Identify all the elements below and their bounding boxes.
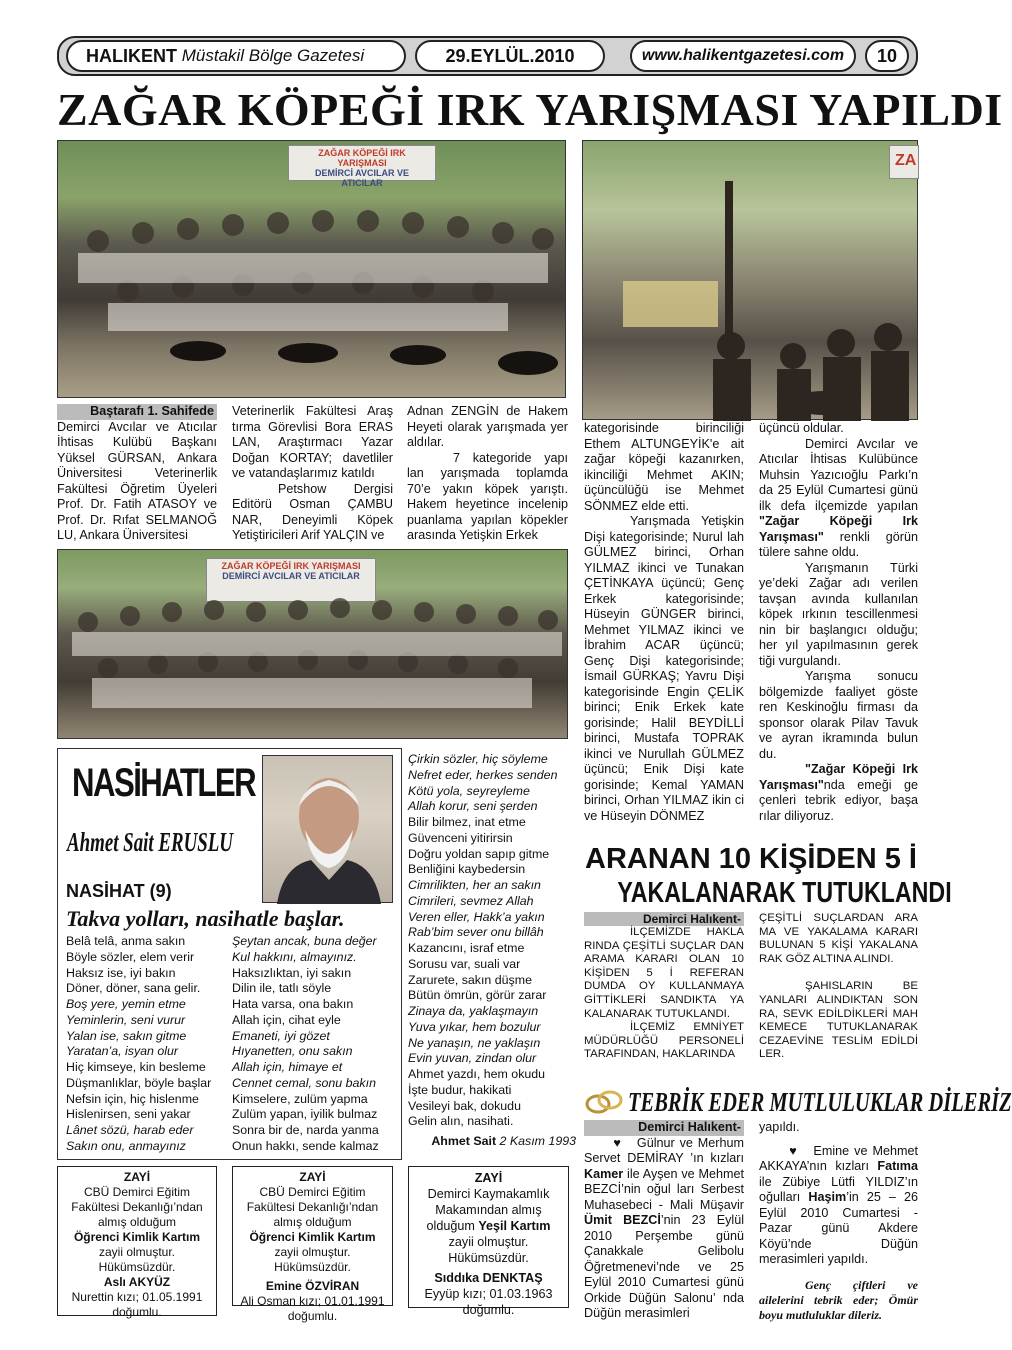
zayi2-line2: zayii olmuştur. Hükümsüzdür. xyxy=(274,1245,351,1274)
nasihat-subtitle: NASİHAT (9) xyxy=(66,881,172,901)
verse-line: Onun hakkı, sende kalmaz xyxy=(232,1138,379,1153)
article-col2-text-a: Veterinerlik Fakültesi Araş tırma Görevlisi Bora ERAS LAN, Araştırmacı Yazar Doğan KORTAY; davetliler ve vatandaşlarımız katıldı xyxy=(232,404,393,480)
article-col5-text-b xyxy=(759,437,918,561)
signature-date: 2 Kasım 1993 xyxy=(499,1134,576,1148)
verse-line: Hiç kimseye, kin besleme xyxy=(66,1060,206,1074)
verse-line: Çirkin sözler, hiç söyleme xyxy=(408,752,548,766)
tebrik-col2-post: ’in 25 – 26 Eylül 2010 Cumartesi - Pazar günü Akdere Köyü’nde Düğün merasimleri yapıldı. xyxy=(759,1190,918,1266)
verse-line: Evin yuvan, zindan olur xyxy=(408,1051,537,1066)
tebrik-col2-text-b xyxy=(759,1144,918,1268)
verse-line: Ahmet yazdı, hem okudu xyxy=(408,1067,546,1081)
aranan-headline-1: ARANAN 10 KİŞİDEN 5 İ xyxy=(585,843,917,875)
nasihat-verse-col-1 xyxy=(66,934,228,1156)
verse-line: Cimrilikten, her an sakın xyxy=(408,878,541,892)
aranan-col2-text-b: ŞAHISLARIN BE YANLARI ALINDIKTAN SON RA, SEVK EDİLDİKLERİ MAH KEMECE TUTUKLANARAK CEZAEVİNE TESLİM EDİLDİ LER. xyxy=(759,980,918,1061)
article-col-2 xyxy=(232,404,393,546)
verse-line: Düşmanlıklar, böyle başlar xyxy=(66,1075,212,1090)
verse-line: Şeytan ancak, buna değer xyxy=(232,934,377,948)
verse-line: Rab’bim sever onu billâh xyxy=(408,925,544,940)
tebrik-col2-mid: ile Zübiye Lütfi YILDIZ’ın oğulları xyxy=(759,1174,918,1204)
zayi2-line1: CBÜ Demirci Eğitim Fakültesi Dekanlığı’ndan almış olduğum xyxy=(246,1185,379,1229)
verse-line: Nefsin için, hiç hislenme xyxy=(66,1091,199,1106)
verse-line: İşte budur, hakikati xyxy=(408,1082,512,1097)
nasihat-verse-col-2 xyxy=(232,934,398,1156)
rings-icon xyxy=(584,1086,624,1118)
tebrik-col2-text-a: yapıldı. xyxy=(759,1120,800,1134)
heart-icon: ♥ xyxy=(584,1135,637,1150)
col5-b-post: renkli görün tülere sahne oldu. xyxy=(759,529,918,559)
zayi1-item: Öğrenci Kimlik Kartım xyxy=(73,1230,201,1244)
tebrik-groom-1: Ümit BEZCİ xyxy=(584,1213,661,1227)
tebrik-col2-pre: Emine ve Mehmet AKKAYA’nın kızları xyxy=(759,1143,918,1173)
zayi3-item: Yeşil Kartım xyxy=(478,1219,551,1233)
photo3-crowd xyxy=(58,550,569,740)
tebrik-col1-pre: Gülnur ve Merhum Servet DEMİRAY ’ın kızları xyxy=(584,1135,744,1165)
verse-line: Sakın onu, anmayınız xyxy=(66,1138,186,1153)
zayi2-name: Emine ÖZVİRAN xyxy=(265,1279,360,1293)
continuation-kicker: Baştarafı 1. Sahifede xyxy=(57,404,217,420)
verse-line: Kul hakkını, almayınız. xyxy=(232,949,357,964)
verse-line: Belâ telâ, anma sakın xyxy=(66,934,186,948)
zayi-notice-2 xyxy=(232,1166,393,1323)
article-col1-text: Demirci Avcılar ve Atıcılar İhtisas Kulübü Başkanı Yüksel GÜRSAN, Ankara Üniversitesi Veterinerlik Fakültesi Öğretim Üyeleri Prof. Dr. Fatih ATASOY ve Prof. Dr. Rıfat SELMANOĞ LU, Ankara Üniversitesi xyxy=(57,419,217,542)
aranan-headline-2: YAKALANARAK TUTUKLANDI xyxy=(617,877,952,909)
verse-line: Kötü yola, seyreyleme xyxy=(408,783,530,798)
verse-line: Hislenirsen, seni yakar xyxy=(66,1107,191,1122)
photo-group-with-dogs xyxy=(57,140,566,398)
verse-line: Allah için, cihat eyle xyxy=(232,1012,341,1027)
nasihat-verse-col-3 xyxy=(408,752,576,1132)
article-col3-text-b: 7 kategoride yapı lan yarışmada toplamda 70’e yakın köpek yarıştı. Hakem heyetince incelenip puanlama yapılan köpekler arasında Yetişkin Erkek xyxy=(407,450,568,542)
verse-line: Cennet cemal, sonu bakın xyxy=(232,1075,376,1090)
zayi-notice-1 xyxy=(57,1166,217,1319)
col5-e-post: nda emeği ge çenleri tebrik ediyor, başa rılar diliyoruz. xyxy=(759,777,918,823)
tebrik-col1-mid: ile Ayşen ve Mehmet BEZCİ’nin oğul ları Serbest Muhasebeci - Mali Müşavir xyxy=(584,1166,744,1212)
main-headline: ZAĞAR KÖPEĞİ IRK YARIŞMASI YAPILDI xyxy=(57,84,1003,135)
verse-line: Allah için, himaye et xyxy=(232,1060,343,1074)
verse-line: Hıyanetten, onu sakın xyxy=(232,1044,353,1059)
verse-line: Doğru yoldan sapıp gitme xyxy=(408,846,550,861)
tebrik-kicker: Demirci Halıkent- xyxy=(584,1120,744,1136)
zayi1-title: ZAYİ xyxy=(123,1170,151,1184)
photo1-banner-sub: DEMİRCİ AVCILAR VE ATICILAR xyxy=(314,168,409,188)
article-col-4 xyxy=(584,421,744,836)
verse-line: Zinaya da, yaklaşmayın xyxy=(408,1004,539,1018)
tebrik-headline: TEBRİK EDER MUTLULUKLAR DİLERİZ xyxy=(628,1087,1012,1117)
zayi2-line3: Ali Osman kızı; 01.01.1991 doğumlu. xyxy=(240,1294,385,1323)
verse-line: Gelin alın, nasihati. xyxy=(408,1114,514,1129)
zayi2-title: ZAYİ xyxy=(299,1170,326,1184)
verse-line: Dilin ile, tatlı söyle xyxy=(232,981,332,996)
aranan-kicker: Demirci Halıkent- xyxy=(584,912,744,926)
verse-line: Yaratan’a, isyan olur xyxy=(66,1044,179,1059)
page-number: 10 xyxy=(865,40,909,72)
signature-name: Ahmet Sait xyxy=(431,1134,497,1148)
aranan-col-1 xyxy=(584,912,744,1074)
verse-line: Zarurete, sakın düşme xyxy=(408,972,532,987)
portrait-figure xyxy=(263,756,394,904)
zayi3-line2: zayii olmuştur. Hükümsüzdür. xyxy=(448,1235,529,1265)
tebrik-col-1 xyxy=(584,1120,744,1332)
article-col4-text-a: kategorisinde birinciliği Ethem ALTUNGEYİK'e ait zağar köpeği kazanırken, ikinciliği Mehmet AKIN; üçüncülüğü ise Mehmet SÖNMEZ elde etti. xyxy=(584,421,744,513)
article-col5-text-e xyxy=(759,762,918,824)
issue-date: 29.EYLÜL.2010 xyxy=(415,40,605,72)
article-col5-text-a: üçüncü oldular. xyxy=(759,421,844,435)
author-portrait xyxy=(262,755,393,903)
aranan-col-2 xyxy=(759,912,918,1074)
verse-line: Hata varsa, ona bakın xyxy=(232,997,354,1011)
verse-line: Benliğini kaybedersin xyxy=(408,862,526,877)
verse-line: Güvenceni yitirirsin xyxy=(408,830,513,845)
col5-b-pre: Demirci Avcılar ve Atıcılar İhtisas Kulübünce Muhsin Yazıcıoğlu Parkı’n da 25 Eylül Cumartesi günü ilk defa ilçemizde yapılan xyxy=(759,436,918,513)
zayi3-line1: Demirci Kaymakamlık Makamından almış olduğum xyxy=(426,1187,550,1233)
aranan-col2-text: ÇEŞİTLİ SUÇLARDAN ARA MA VE YAKALAMA KARARI BULUNAN 5 KİŞİ YAKALANA RAK GÖZ ALTINA ALINDI. xyxy=(759,912,918,965)
verse-line: Sorusu var, suali var xyxy=(408,956,521,971)
nasihat-verse-title: Takva yolları, nasihatle başlar. xyxy=(66,906,345,931)
verse-line: Yuva yıkar, hem bozulur xyxy=(408,1019,541,1034)
zayi2-item: Öğrenci Kimlik Kartım xyxy=(249,1230,376,1244)
verse-line: Haksız ise, iyi bakın xyxy=(66,965,176,980)
nasihat-author: Ahmet Sait ERUSLU xyxy=(67,827,233,857)
tebrik-col1-post: ’nin 23 Eylül 2010 Perşembe günü Çanakkale Gelibolu Öğretmenevi’nde ve 25 Eylül 2010 Cumartesi günü Orkide Düğün Salonu’ nda Düğün merasimleri xyxy=(584,1213,744,1320)
article-col-5 xyxy=(759,421,918,836)
website-link[interactable]: www.halikentgazetesi.com xyxy=(630,40,856,72)
article-col-3 xyxy=(407,404,568,546)
heart-icon-2: ♥ xyxy=(759,1143,814,1158)
photo-group-second xyxy=(57,549,568,739)
verse-line: Zulüm yapan, iyilik bulmaz xyxy=(232,1107,378,1122)
verse-line: Haksızlıktan, iyi sakın xyxy=(232,965,352,980)
verse-line: Yalan ise, sakın gitme xyxy=(66,1028,187,1043)
tebrik-bride-1: Kamer xyxy=(584,1166,624,1181)
tebrik-bride-2: Fatıma xyxy=(877,1159,918,1173)
tebrik-col-2 xyxy=(759,1120,918,1332)
zayi3-line3: Eyyüp kızı; 01.03.1963 doğumlu. xyxy=(424,1287,553,1317)
photo1-banner-title: ZAĞAR KÖPEĞİ IRK YARIŞMASI xyxy=(318,148,406,168)
zayi1-line2: zayii olmuştur. Hükümsüzdür. xyxy=(98,1245,176,1274)
nasihat-signature xyxy=(408,1132,576,1150)
verse-line: Lânet sözü, harab eder xyxy=(66,1123,194,1137)
article-col2-text-b: Petshow Dergisi Editörü Osman ÇAMBU NAR, Deneyimli Köpek Yetiştiricileri Arif YALÇIN ve xyxy=(232,481,393,542)
verse-line: Bilir bilmez, inat etme xyxy=(408,815,526,829)
col5-b-bold: "Zağar Köpeği Irk Yarışması" xyxy=(759,514,918,544)
paper-name xyxy=(66,40,406,72)
photo3-banner-title: ZAĞAR KÖPEĞİ IRK YARIŞMASI xyxy=(221,561,361,571)
zayi1-line3: Nurettin kızı; 01.05.1991 doğumlu. xyxy=(71,1290,203,1319)
paper-title: HALIKENT xyxy=(86,45,177,66)
aranan-col1-text: İLÇEMİZDE HAKLA RINDA ÇEŞİTLİ SUÇLAR DAN ARAMA KARARI OLAN 10 KİŞİDEN 5 İ REFERAN DUMDA OY KULLANMAYA GİTTİKLERİ SANDIKTA YA KALANARAK TUTUKLANDI. xyxy=(584,926,744,1020)
zayi3-name: Sıddıka DENKTAŞ xyxy=(434,1271,543,1285)
article-col-1 xyxy=(57,404,217,546)
photo2-people xyxy=(583,141,919,421)
verse-line: Sonra bir de, narda yanma xyxy=(232,1123,379,1137)
photo2-banner: ZA xyxy=(889,145,919,179)
zayi-notice-3 xyxy=(408,1166,569,1317)
aranan-col1-text-b: İLÇEMİZ EMNİYET MÜDÜRLÜĞÜ PERSONELİ TARAFINDAN, HAKLARINDA xyxy=(584,1021,744,1061)
tebrik-closing: Genç çiftleri ve ailelerini tebrik eder; Ömür boyu mutluluklar dileriz. xyxy=(759,1277,918,1322)
verse-line: Kimselere, zulüm yapma xyxy=(232,1091,368,1106)
verse-line: Boş yere, yemin etme xyxy=(66,997,186,1011)
zayi3-title: ZAYİ xyxy=(474,1171,503,1185)
verse-line: Döner, döner, sana gelir. xyxy=(66,981,201,996)
verse-line: Emaneti, iyi gözet xyxy=(232,1028,330,1043)
zayi1-name: Aslı AKYÜZ xyxy=(103,1275,171,1289)
verse-line: Cimrileri, sevmez Allah xyxy=(408,893,534,908)
verse-line: Bütün ömrün, görür zarar xyxy=(408,988,547,1003)
article-col5-text-c: Yarışmanın Türki ye’deki Zağar adı verilen tavşan avında kullanılan köpek ırkının tescillenmesi nin bir başlangıcı olduğu; her yıl yapılmasının gerek tiği vurgulandı. xyxy=(759,560,918,668)
verse-line: Vesileyi bak, dokudu xyxy=(408,1098,521,1113)
photo1-crowd xyxy=(58,141,567,399)
verse-line: Allah korur, seni şerden xyxy=(408,799,538,814)
photo-trophy xyxy=(582,140,918,420)
verse-line: Yeminlerin, seni vurur xyxy=(66,1012,186,1027)
article-col3-text-a: Adnan ZENGİN de Hakem Heyeti olarak yarışmada yer aldılar. xyxy=(407,404,568,449)
verse-line: Kazancını, israf etme xyxy=(408,941,525,955)
verse-line: Veren eller, Hakk’a yakın xyxy=(408,909,545,924)
photo3-banner-sub: DEMİRCİ AVCILAR VE ATICILAR xyxy=(222,571,360,581)
zayi1-line1: CBÜ Demirci Eğitim Fakültesi Dekanlığı’ndan almış olduğum xyxy=(71,1185,203,1229)
tebrik-groom-2: Haşim xyxy=(808,1190,847,1204)
article-col5-text-d: Yarışma sonucu bölgemizde faaliyet göste ren Keskinoğlu firması da sponsor olarak Pilav Tavuk ve ayran ikramında bulun du. xyxy=(759,669,918,761)
verse-line: Ne yanaşın, ne yaklaşın xyxy=(408,1035,541,1050)
verse-line: Böyle sözler, elem verir xyxy=(66,949,195,964)
verse-line: Nefret eder, herkes senden xyxy=(408,767,558,782)
nasihat-title: NASİHATLER xyxy=(72,761,256,805)
tebrik-col1-text xyxy=(584,1136,744,1322)
col5-e-bold: "Zağar Köpeği Irk Yarışması" xyxy=(759,762,918,792)
paper-subtitle: Müstakil Bölge Gazetesi xyxy=(181,46,365,65)
article-col4-text-b: Yarışmada Yetişkin Dişi kategorisinde; Nurul lah GÜLMEZ birinci, Orhan YILMAZ ikinci ve Tunakan ÇETİNKAYA üçüncü; Genç Erkek kategorisinde; Hüseyin GÜNGER birinci, Mehmet YILMAZ ikinci ve İbrahim ACAR üçüncü; Genç Dişi kategorisinde; İsmail GÜRKAŞ; Yavru Dişi kategorisinde Engin ÇELİK birinci; Enik Erkek kate gorisinde; Halil BEYDİLLİ birinci, Mustafa TOPRAK ikinci ve Nurullah GÜLMEZ üçüncü; Enik Dişi kate gorisinde; Kemal YAMAN birinci, Orhan YILMAZ ikin ci ve Hüseyin DÖNMEZ xyxy=(584,514,744,823)
